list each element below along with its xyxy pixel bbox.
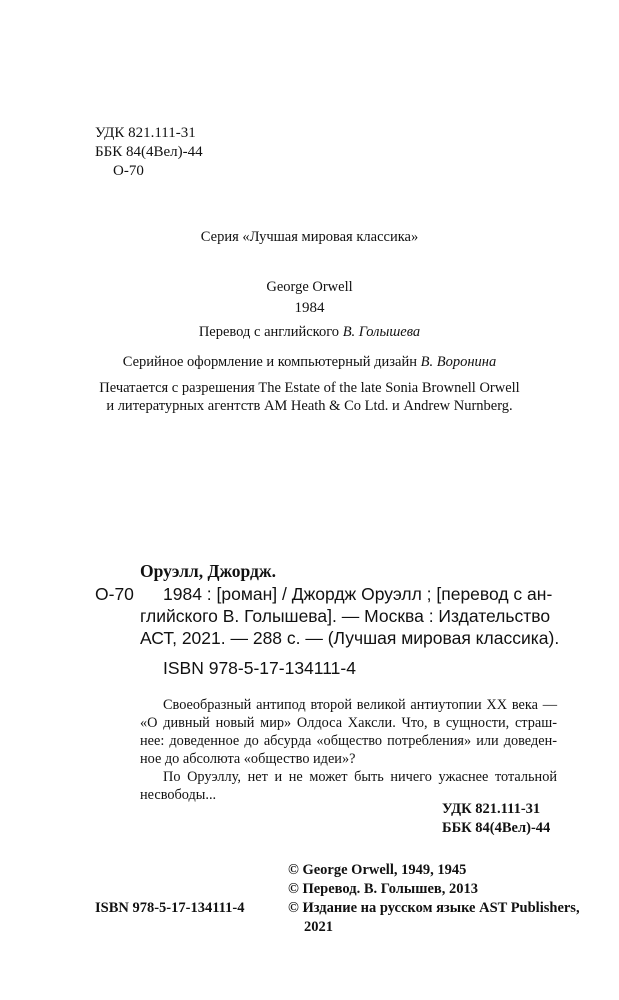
bottom-bbk-code: ББК 84(4Вел)-44 [442, 820, 551, 836]
bib-isbn: ISBN 978-5-17-134111-4 [163, 658, 356, 678]
copyright-line-3: © Издание на русском языке AST Publishers, [288, 900, 580, 916]
copyright-line-1: © George Orwell, 1949, 1945 [288, 862, 467, 878]
design-credit [0, 354, 619, 371]
annotation-line-5: По Оруэллу, нет и не может быть ничего ужаснее тотальной [163, 769, 557, 785]
bottom-isbn: ISBN 978-5-17-134111-4 [95, 900, 245, 916]
annotation-line-1: Своеобразный антипод второй великой антиутопии XX века — [163, 697, 557, 713]
author-mark-code: О-70 [113, 163, 144, 179]
permission-line-1: Печатается с разрешения The Estate of the late Sonia Brownell Orwell [99, 380, 520, 396]
bbk-code: ББК 84(4Вел)-44 [95, 144, 203, 160]
translation-prefix: Перевод с английского [198, 324, 340, 340]
udk-code: УДК 821.111-31 [95, 125, 196, 141]
design-prefix: Серийное оформление и компьютерный дизайн [122, 354, 417, 370]
annotation-line-2: «О дивный новый мир» Олдоса Хаксли. Что, в сущности, страш- [140, 715, 557, 731]
bib-line-2: глийского В. Голышева]. — Москва : Издательство [140, 606, 551, 626]
original-title: 1984 [294, 300, 325, 316]
translation-credit [0, 324, 619, 341]
series-title: Серия «Лучшая мировая классика» [200, 229, 419, 245]
bib-code: О-70 [95, 584, 134, 604]
bib-line-1: 1984 : [роман] / Джордж Оруэлл ; [перевод с ан- [163, 584, 553, 604]
designer-name: В. Воронина [420, 354, 497, 370]
bib-line-3: АСТ, 2021. — 288 с. — (Лучшая мировая классика). [140, 628, 560, 648]
permission-line-2: и литературных агентств AM Heath & Co Ltd. и Andrew Nurnberg. [106, 398, 513, 414]
translator-name: В. Голышева [342, 324, 421, 340]
annotation-line-4: ное до абсолюта «общество идеи»? [140, 751, 356, 767]
original-author: George Orwell [266, 279, 353, 295]
annotation-line-3: нее: доведенное до абсурда «общество потребления» или доведен- [140, 733, 557, 749]
bottom-udk-code: УДК 821.111-31 [442, 801, 541, 817]
copyright-line-4: 2021 [304, 919, 333, 935]
bib-author-heading: Оруэлл, Джордж. [140, 561, 276, 581]
annotation-line-6: несвободы... [140, 787, 217, 803]
copyright-line-2: © Перевод. В. Голышев, 2013 [288, 881, 478, 897]
